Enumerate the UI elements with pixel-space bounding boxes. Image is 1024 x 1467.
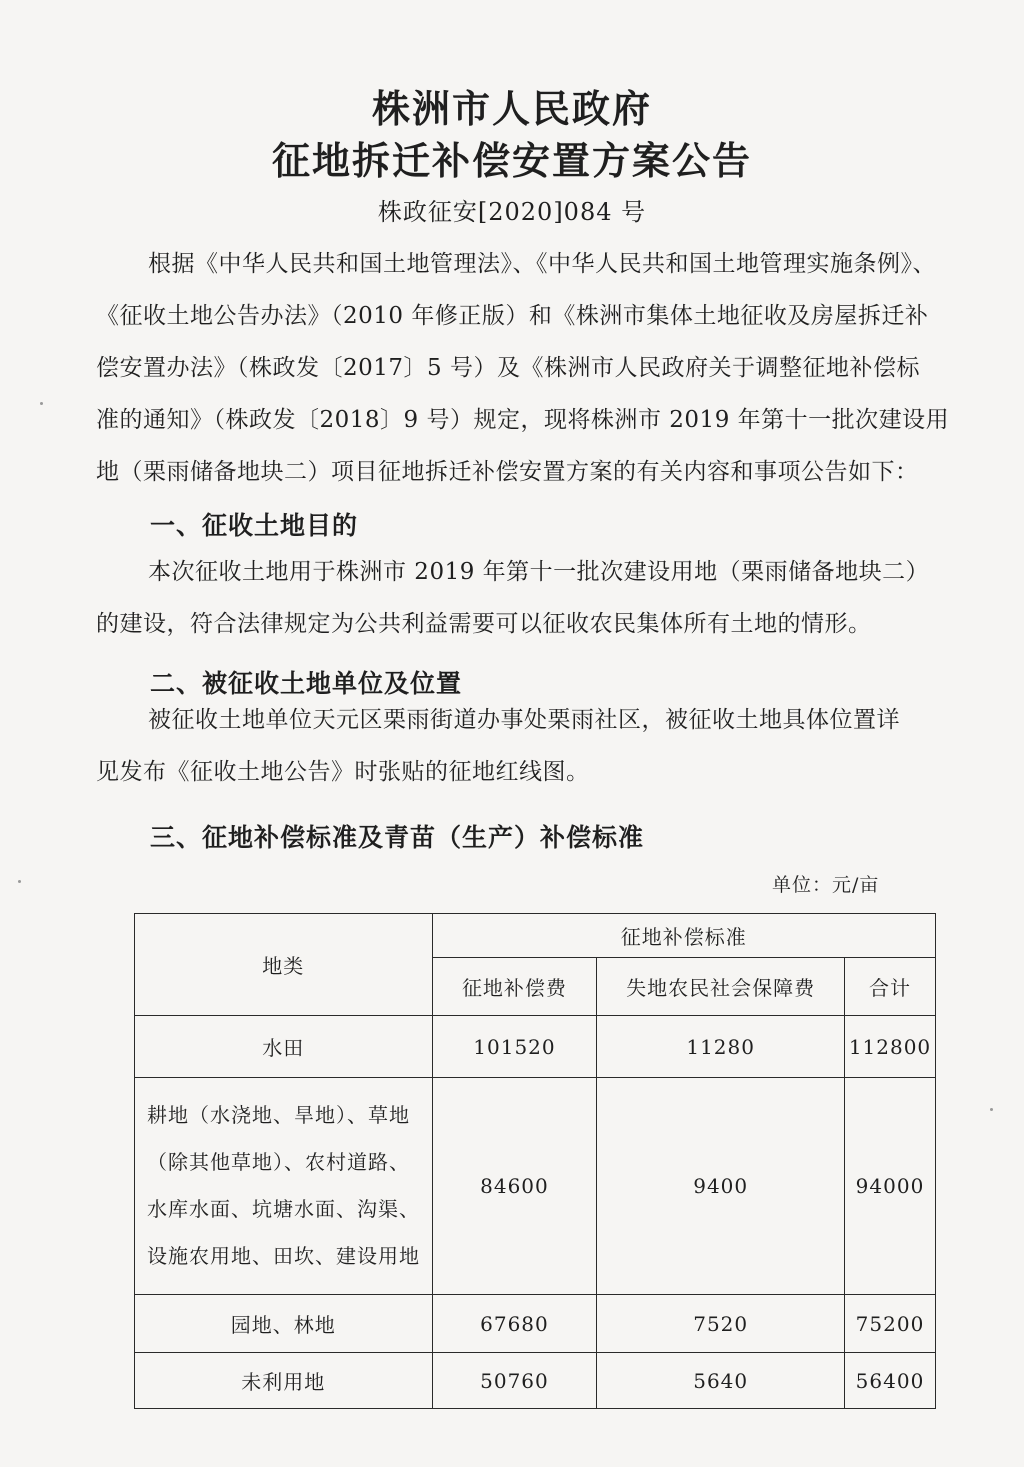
cell-total: 75200 <box>844 1295 935 1353</box>
intro-line: 准的通知》（株政发〔2018〕9 号）规定，现将株洲市 2019 年第十一批次建设用 <box>96 407 950 433</box>
section-1-heading: 一、征收土地目的 <box>150 511 359 540</box>
cell-compensation: 84600 <box>432 1078 597 1295</box>
cell-social-security: 11280 <box>597 1016 845 1078</box>
scan-speck <box>990 1108 993 1111</box>
cell-compensation: 101520 <box>432 1016 597 1078</box>
cell-social-security: 5640 <box>597 1353 845 1409</box>
table-header-row <box>135 914 936 958</box>
scan-speck <box>18 880 21 883</box>
section-2-line: 见发布《征收土地公告》时张贴的征地红线图。 <box>96 759 590 785</box>
cell-land-type: 园地、林地 <box>135 1295 433 1353</box>
cell-social-security: 9400 <box>597 1078 845 1295</box>
compensation-table <box>134 913 936 1409</box>
section-1-paragraph <box>96 546 988 650</box>
cell-total: 56400 <box>844 1353 935 1409</box>
unit-label: 单位：元/亩 <box>772 874 880 896</box>
header-land-type: 地类 <box>135 914 433 1016</box>
table-row <box>135 1295 936 1353</box>
cell-total: 112800 <box>844 1016 935 1078</box>
cell-land-type: 水田 <box>135 1016 433 1078</box>
intro-line: 偿安置办法》（株政发〔2017〕5 号）及《株洲市人民政府关于调整征地补偿标 <box>96 355 920 381</box>
table-row <box>135 1016 936 1078</box>
cell-social-security: 7520 <box>597 1295 845 1353</box>
header-group-standard: 征地补偿标准 <box>432 914 935 958</box>
header-social-security: 失地农民社会保障费 <box>597 958 845 1016</box>
document-number: 株政征安[2020]084 号 <box>377 198 647 226</box>
header-total: 合计 <box>844 958 935 1016</box>
title-line-2: 征地拆迁补偿安置方案公告 <box>271 139 752 183</box>
cell-land-type: 未利用地 <box>135 1353 433 1409</box>
section-1-line: 本次征收土地用于株洲市 2019 年第十一批次建设用地（栗雨储备地块二） <box>148 559 930 585</box>
section-2-line: 被征收土地单位天元区栗雨街道办事处栗雨社区，被征收土地具体位置详 <box>148 707 900 733</box>
section-1-line: 的建设，符合法律规定为公共利益需要可以征收农民集体所有土地的情形。 <box>96 611 872 637</box>
intro-line: 《征收土地公告办法》（2010 年修正版）和《株洲市集体土地征收及房屋拆迁补 <box>96 303 929 329</box>
section-3-heading: 三、征地补偿标准及青苗（生产）补偿标准 <box>150 823 645 852</box>
section-2-paragraph <box>96 694 988 798</box>
cell-land-type: 耕地（水浇地、旱地）、草地（除其他草地）、农村道路、水库水面、坑塘水面、沟渠、设施农用地、田坎、建设用地 <box>135 1078 433 1295</box>
intro-line: 根据《中华人民共和国土地管理法》、《中华人民共和国土地管理实施条例》、 <box>148 251 936 277</box>
cell-compensation: 50760 <box>432 1353 597 1409</box>
table-row <box>135 1353 936 1409</box>
header-compensation: 征地补偿费 <box>432 958 597 1016</box>
section-2-heading: 二、被征收土地单位及位置 <box>150 669 463 698</box>
title-line-1: 株洲市人民政府 <box>371 87 652 131</box>
table-row <box>135 1078 936 1295</box>
scan-speck <box>40 402 43 405</box>
intro-line: 地（栗雨储备地块二）项目征地拆迁补偿安置方案的有关内容和事项公告如下： <box>96 459 919 485</box>
cell-total: 94000 <box>844 1078 935 1295</box>
intro-paragraph <box>96 238 988 498</box>
cell-compensation: 67680 <box>432 1295 597 1353</box>
